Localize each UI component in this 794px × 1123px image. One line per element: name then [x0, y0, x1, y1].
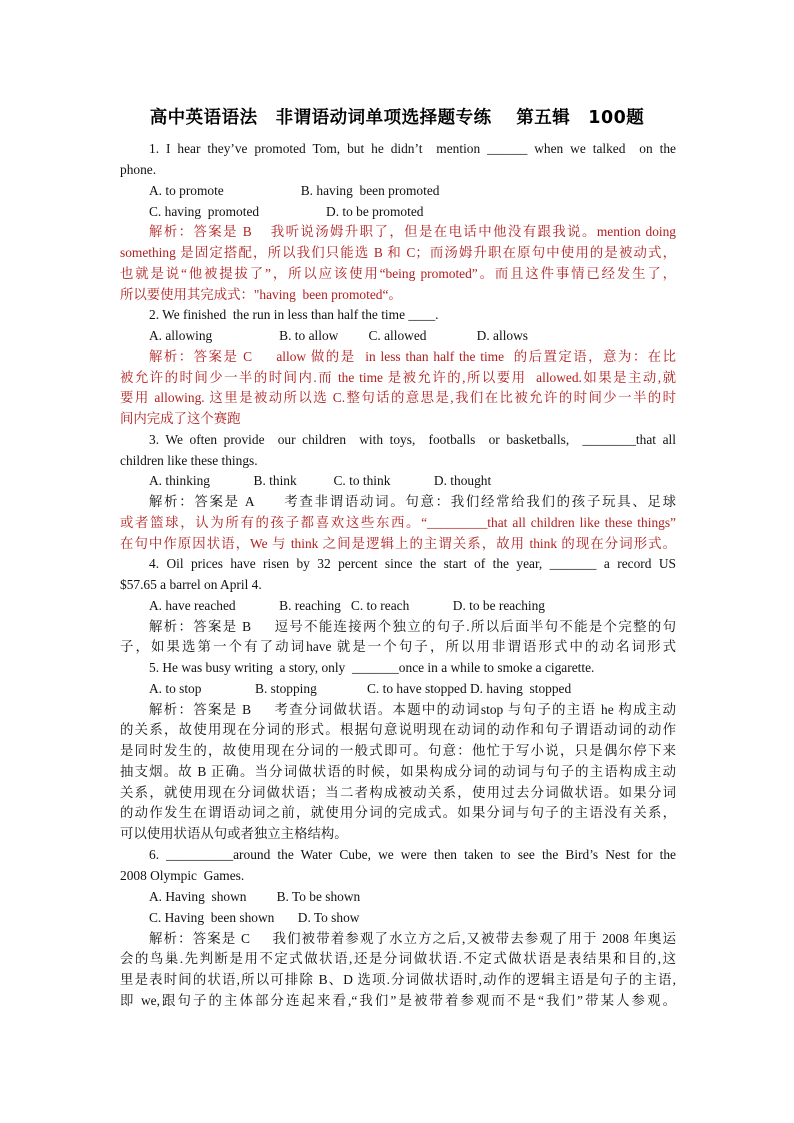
- text-line: $57.65 a barrel on April 4.: [120, 577, 262, 592]
- explanation-line: 里是表时间的状语,所以可排除 B、D 选项.分词做状语时,动作的逻辑主语是句子的主语,: [120, 972, 676, 987]
- text-line: 5. He was busy writing a story, only _______once in a while to smoke a cigarette.: [149, 660, 595, 675]
- explanation-line: 要用 allowing. 这里是被动所以选 C.整句话的意思是,我们在比被允许的时间少一半的时: [120, 390, 676, 405]
- option-line: C. Having been shown D. To show: [149, 910, 360, 925]
- explanation-line: 子，如果选第一个有了动词have 就是一个句子，所以用非谓语形式中的动名词形式: [120, 639, 676, 654]
- explanation-line: 的动作发生在谓语动词之前，就使用分词的完成式。如果分词与句子的主语没有关系，: [120, 805, 676, 820]
- explanation-line: 或者篮球，认为所有的孩子都喜欢这些东西。“_________that all children like these things”: [120, 515, 676, 530]
- option-line: A. to stop B. stopping C. to have stopped D. having stopped: [149, 681, 572, 696]
- explanation-line: 的关系，故使用现在分词的形式。根据句意说明现在动词的动作和句子谓语动词的动作: [120, 722, 676, 737]
- text-line: phone.: [120, 162, 157, 177]
- explanation-line: 关系，就使用现在分词做状语；当二者构成被动关系，使用过去分词做状语。如果分词: [120, 785, 676, 800]
- explanation-line: 解析：答案是 B 逗号不能连接两个独立的句子.所以后面半句不能是个完整的句: [149, 619, 676, 634]
- explanation-line: 即 we,跟句子的主体部分连起来看,“我们”是被带着参观而不是“我们”带某人参观。: [120, 993, 676, 1008]
- text-line: 6. __________around the Water Cube, we were then taken to see the Bird’s Nest for the: [149, 847, 676, 862]
- explanation-line: 解析：答案是 C 我们被带着参观了水立方之后,又被带去参观了用于 2008 年奥运: [149, 931, 676, 946]
- explanation-line: 在句中作原因状语，We 与 think 之间是逻辑上的主谓关系，故用 think 的现在分词形式。: [120, 536, 676, 551]
- option-line: A. allowing B. to allow C. allowed D. allows: [149, 328, 529, 343]
- option-line: C. having promoted D. to be promoted: [149, 204, 424, 219]
- explanation-line: 会的鸟巢.先判断是用不定式做状语,还是分词做状语.不定式做状语是表结果和目的,这: [120, 951, 676, 966]
- explanation-line: something 是固定搭配，所以我们只能选 B 和 C；而汤姆升职在原句中使用的是被动式，: [120, 245, 676, 260]
- text-line: 2. We finished the run in less than half the time ____.: [149, 307, 439, 322]
- option-line: A. to promote B. having been promoted: [149, 183, 440, 198]
- option-line: A. thinking B. think C. to think D. thought: [149, 473, 492, 488]
- text-line: 1. I hear they’ve promoted Tom, but he didn’t mention ______ when we talked on the: [149, 141, 676, 156]
- explanation-line: 解析：答案是 C allow 做的是 in less than half the time 的后置定语，意为：在比: [149, 349, 676, 364]
- page-title: 高中英语语法 非谓语动词单项选择题专练 第五辑 100题: [149, 108, 645, 128]
- explanation-line: 所以要使用其完成式："having been promoted“。: [120, 287, 402, 302]
- text-line: 3. We often provide our children with toys, footballs or basketballs, ________that all: [149, 432, 676, 447]
- explanation-line: 解析：答案是 B 考查分词做状语。本题中的动词stop 与句子的主语 he 构成主动: [149, 702, 676, 717]
- explanation-line: 是同时发生的，故使用现在分词的一般式即可。句意：他忙于写小说，只是偶尔停下来: [120, 743, 676, 758]
- explanation-line: 抽支烟。故 B 正确。当分词做状语的时候，如果构成分词的动词与句子的主语构成主动: [120, 764, 676, 779]
- text-line: children like these things.: [120, 453, 258, 468]
- explanation-line: 可以使用状语从句或者独立主格结构。: [120, 826, 348, 841]
- explanation-line: 被允许的时间少一半的时间内.而 the time 是被允许的,所以要用 allowed.如果是主动,就: [120, 370, 676, 385]
- explanation-line: 解析：答案是 A 考查非谓语动词。句意：我们经常给我们的孩子玩具、足球: [149, 494, 676, 509]
- explanation-line: 解析：答案是 B 我听说汤姆升职了，但是在电话中他没有跟我说。mention doing: [149, 224, 676, 239]
- option-line: A. have reached B. reaching C. to reach D. to be reaching: [149, 598, 546, 613]
- text-line: 2008 Olympic Games.: [120, 868, 245, 883]
- explanation-line: 间内完成了这个赛跑: [120, 411, 241, 426]
- explanation-line: 也就是说“他被提拔了”，所以应该使用“being promoted”。而且这件事情已经发生了，: [120, 266, 676, 281]
- text-line: 4. Oil prices have risen by 32 percent since the start of the year, _______ a record US: [149, 556, 676, 571]
- option-line: A. Having shown B. To be shown: [149, 889, 361, 904]
